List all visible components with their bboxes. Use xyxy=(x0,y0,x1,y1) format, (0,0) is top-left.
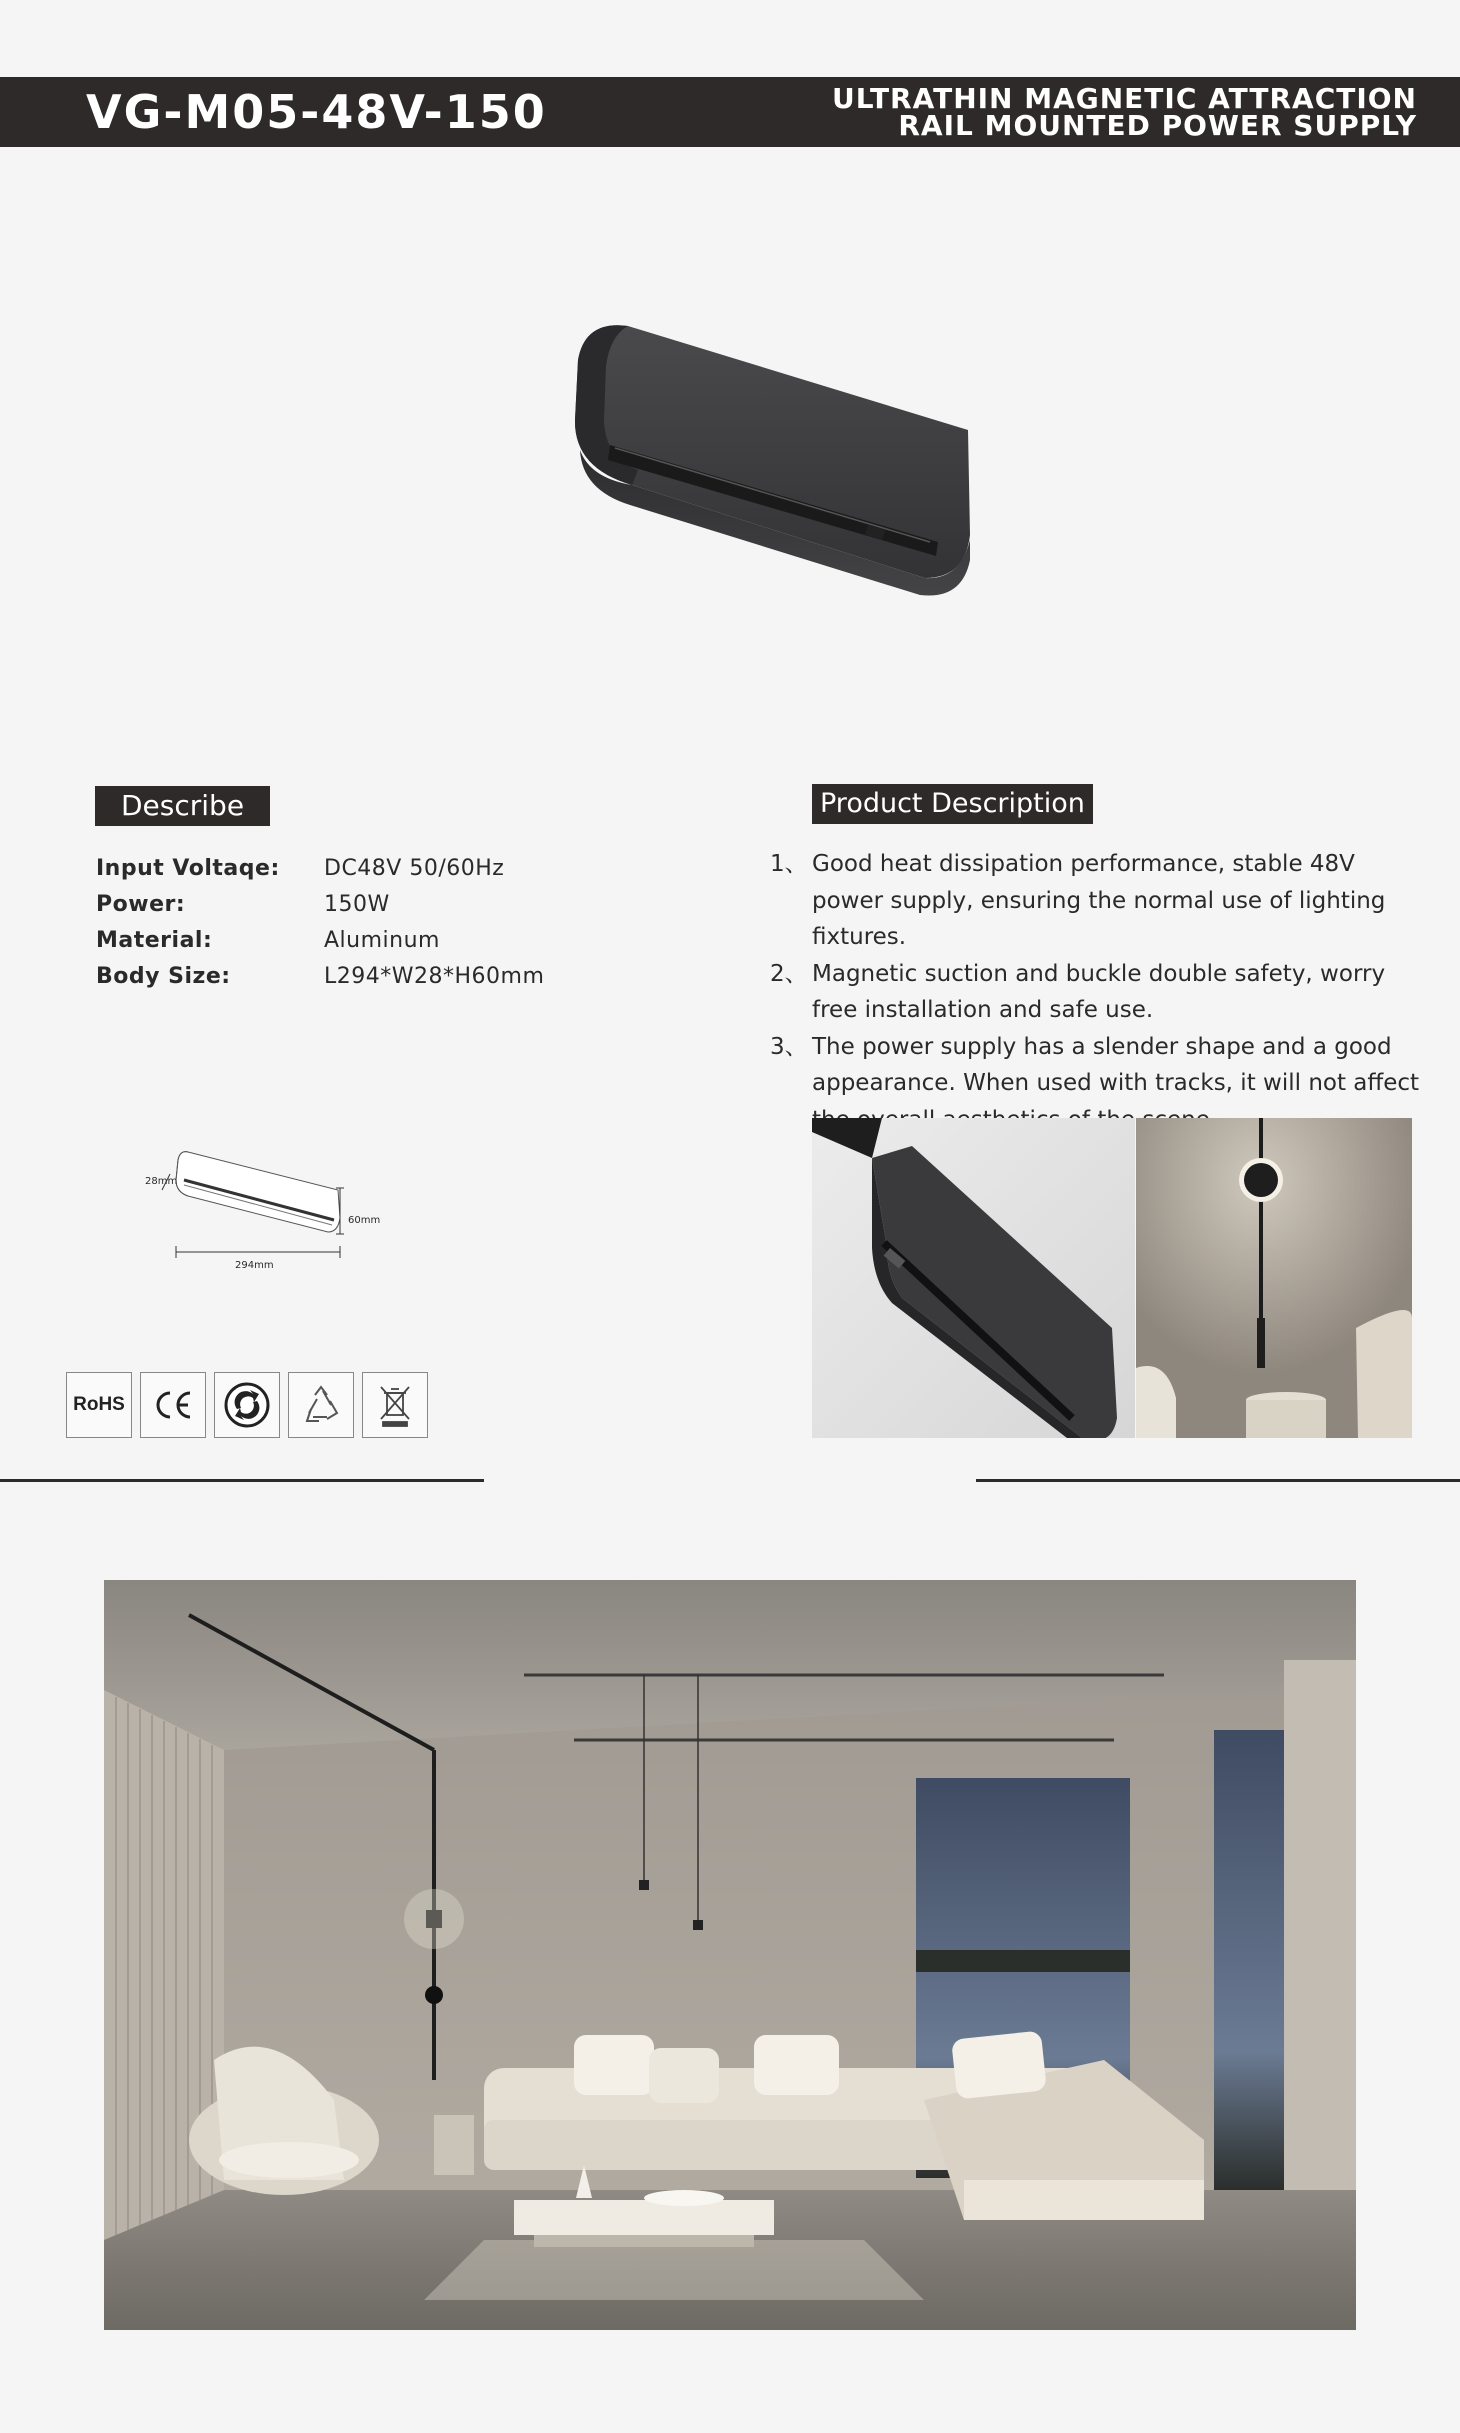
list-item xyxy=(770,956,1430,1029)
weee-bin-icon xyxy=(362,1372,428,1438)
divider-left xyxy=(0,1479,484,1482)
product-description-title: Product Description xyxy=(812,784,1093,824)
spec-label: Power: xyxy=(96,892,186,917)
track-detail-photo xyxy=(812,1118,1135,1438)
green-dot-icon xyxy=(214,1372,280,1438)
wall-lamp-scene-photo xyxy=(1136,1118,1412,1438)
spec-label: Material: xyxy=(96,928,213,953)
product-tagline xyxy=(832,82,1417,142)
tagline-line-2: RAIL MOUNTED POWER SUPPLY xyxy=(898,109,1417,142)
spec-value: 150W xyxy=(324,892,390,917)
product-hero-image xyxy=(560,310,980,600)
list-item-text: Magnetic suction and buckle double safety, worry free installation and safe use. xyxy=(812,960,1386,1023)
ce-mark-icon xyxy=(140,1372,206,1438)
tagline-line-1: ULTRATHIN MAGNETIC ATTRACTION xyxy=(832,82,1417,115)
list-item-number: 1、 xyxy=(770,851,808,877)
dimension-length-label: 294mm xyxy=(235,1260,274,1271)
spec-label: Body Size: xyxy=(96,964,231,989)
rohs-icon: RoHS xyxy=(66,1372,132,1438)
list-item xyxy=(770,846,1430,956)
dimension-drawing xyxy=(140,1140,400,1280)
describe-title: Describe xyxy=(95,786,270,826)
list-item-text: The power supply has a slender shape and a good appearance. When used with tracks, it will not affect xyxy=(812,1033,1420,1096)
dimension-height-label: 60mm xyxy=(348,1215,381,1226)
dimension-width-label: 28mm xyxy=(145,1176,178,1187)
list-item-number: 3、 xyxy=(770,1033,808,1060)
spec-value: DC48V 50/60Hz xyxy=(324,856,505,881)
spec-value: L294*W28*H60mm xyxy=(324,964,545,989)
recycle-icon xyxy=(288,1372,354,1438)
divider-right xyxy=(976,1479,1460,1482)
list-item-text: Good heat dissipation performance, stable 48V power supply, ensuring the normal use of lighting fixtures. xyxy=(812,851,1386,950)
spec-label: Input Voltaqe: xyxy=(96,856,280,881)
spec-value: Aluminum xyxy=(324,928,440,953)
list-item-number: 2、 xyxy=(770,960,808,987)
living-room-scene-photo xyxy=(104,1580,1356,2330)
product-description-list xyxy=(770,846,1430,1138)
model-number: VG-M05-48V-150 xyxy=(86,85,547,139)
